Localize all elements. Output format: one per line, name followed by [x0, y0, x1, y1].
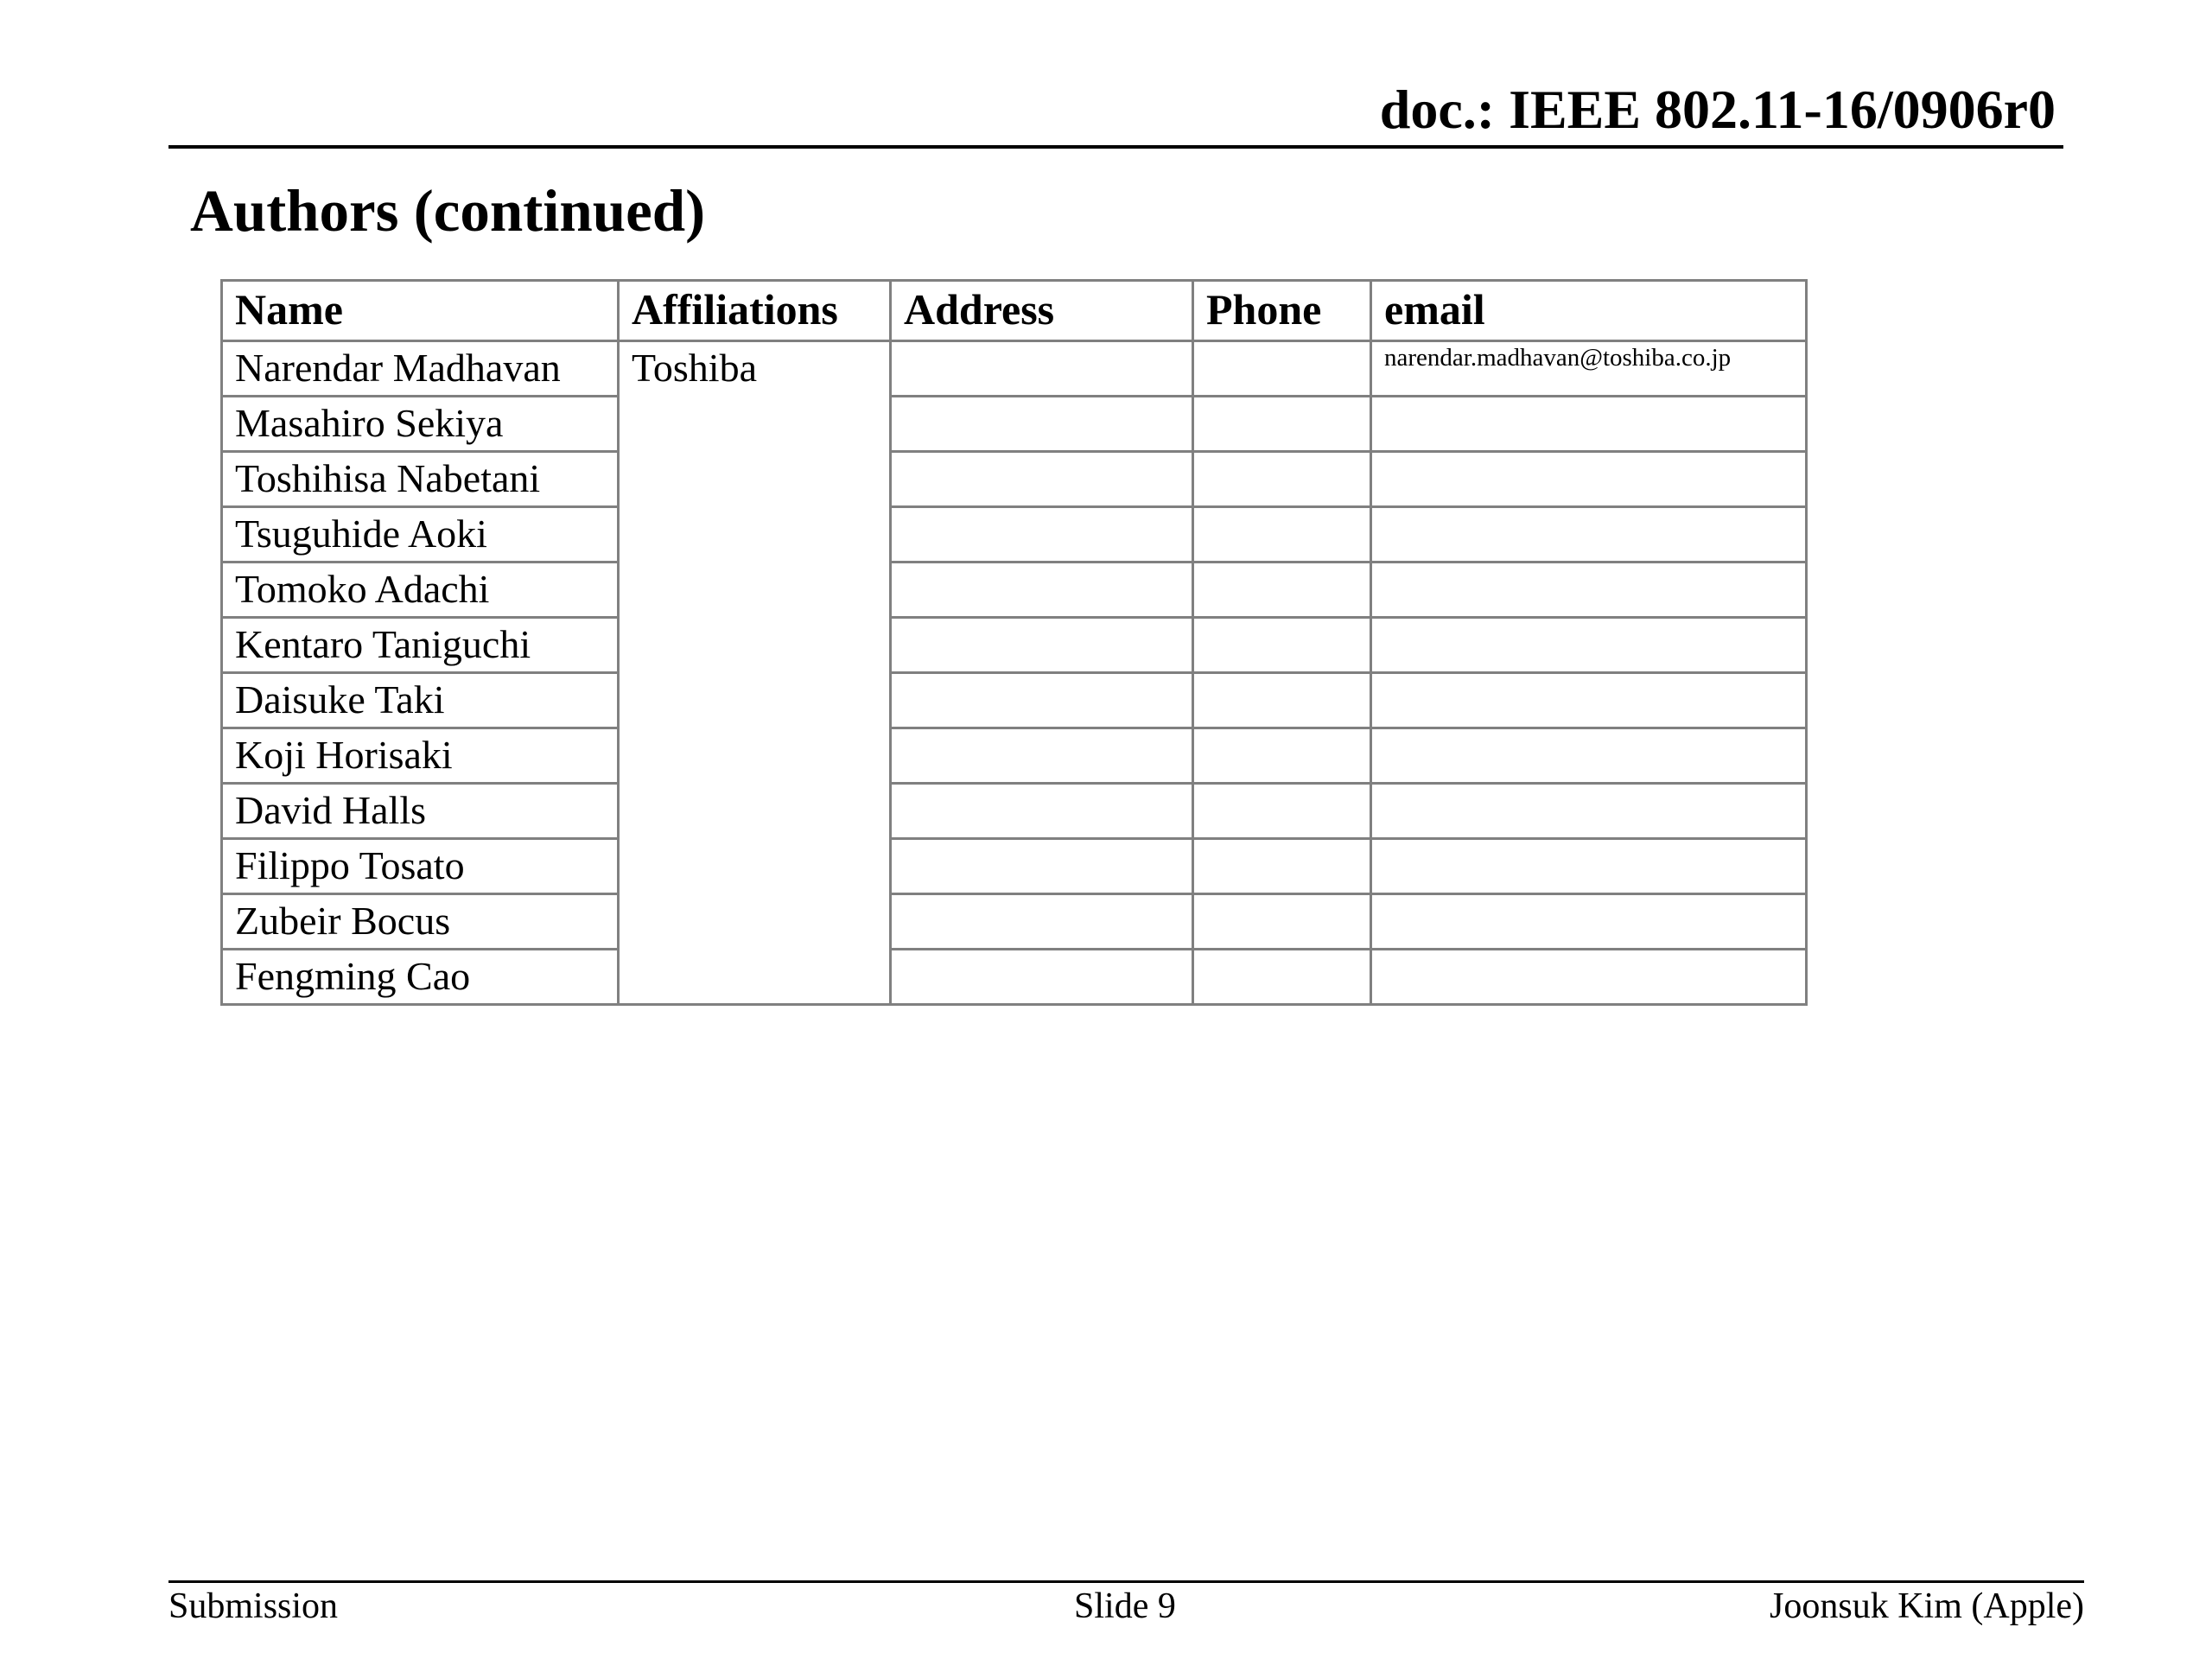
- table-row: [222, 728, 1807, 784]
- table-row: [222, 673, 1807, 728]
- author-address: [891, 673, 1193, 728]
- author-phone: [1193, 563, 1371, 618]
- author-email: [1371, 839, 1807, 894]
- author-email: [1371, 784, 1807, 839]
- author-email: [1371, 507, 1807, 563]
- author-address: [891, 839, 1193, 894]
- author-address: [891, 452, 1193, 507]
- table-row: [222, 618, 1807, 673]
- author-email: [1371, 397, 1807, 452]
- author-phone: [1193, 507, 1371, 563]
- footer-author: Joonsuk Kim (Apple): [1770, 1586, 2084, 1626]
- author-address: [891, 507, 1193, 563]
- author-email: narendar.madhavan@toshiba.co.jp: [1371, 341, 1807, 397]
- author-name: Koji Horisaki: [222, 728, 619, 784]
- table-header-row: [222, 281, 1807, 341]
- author-email: [1371, 894, 1807, 950]
- author-name: Fengming Cao: [222, 950, 619, 1005]
- author-phone: [1193, 728, 1371, 784]
- author-name: Zubeir Bocus: [222, 894, 619, 950]
- footer-submission: Submission: [168, 1586, 339, 1626]
- author-phone: [1193, 950, 1371, 1005]
- author-phone: [1193, 673, 1371, 728]
- author-name: Masahiro Sekiya: [222, 397, 619, 452]
- author-email: [1371, 452, 1807, 507]
- column-header-address: Address: [891, 281, 1193, 341]
- author-name: Toshihisa Nabetani: [222, 452, 619, 507]
- author-affiliation: Toshiba: [619, 341, 891, 1005]
- header-divider: [168, 145, 2063, 149]
- author-name: David Halls: [222, 784, 619, 839]
- table-row: [222, 507, 1807, 563]
- author-name: Tsuguhide Aoki: [222, 507, 619, 563]
- author-email: [1371, 728, 1807, 784]
- table-row: [222, 452, 1807, 507]
- column-header-email: email: [1371, 281, 1807, 341]
- author-phone: [1193, 784, 1371, 839]
- author-address: [891, 397, 1193, 452]
- author-email: [1371, 673, 1807, 728]
- author-address: [891, 341, 1193, 397]
- author-name: Daisuke Taki: [222, 673, 619, 728]
- author-name: Filippo Tosato: [222, 839, 619, 894]
- author-phone: [1193, 452, 1371, 507]
- column-header-affiliations: Affiliations: [619, 281, 891, 341]
- author-phone: [1193, 839, 1371, 894]
- slide-title: Authors (continued): [190, 178, 706, 244]
- author-address: [891, 950, 1193, 1005]
- author-phone: [1193, 618, 1371, 673]
- author-name: Kentaro Taniguchi: [222, 618, 619, 673]
- table-row: [222, 839, 1807, 894]
- author-email: [1371, 950, 1807, 1005]
- author-name: Narendar Madhavan: [222, 341, 619, 397]
- author-phone: [1193, 894, 1371, 950]
- author-address: [891, 728, 1193, 784]
- table-row: [222, 563, 1807, 618]
- author-address: [891, 618, 1193, 673]
- author-address: [891, 894, 1193, 950]
- table-row: [222, 950, 1807, 1005]
- author-email: [1371, 618, 1807, 673]
- column-header-phone: Phone: [1193, 281, 1371, 341]
- footer-divider: [168, 1580, 2084, 1583]
- table-row: [222, 784, 1807, 839]
- table-row: [222, 894, 1807, 950]
- author-phone: [1193, 341, 1371, 397]
- author-address: [891, 563, 1193, 618]
- author-phone: [1193, 397, 1371, 452]
- column-header-name: Name: [222, 281, 619, 341]
- document-id: doc.: IEEE 802.11-16/0906r0: [1379, 79, 2056, 140]
- author-address: [891, 784, 1193, 839]
- footer-slide-number: Slide 9: [1074, 1586, 1176, 1626]
- author-email: [1371, 563, 1807, 618]
- authors-table: [220, 279, 1808, 1006]
- table-row: [222, 397, 1807, 452]
- author-name: Tomoko Adachi: [222, 563, 619, 618]
- table-row: [222, 341, 1807, 397]
